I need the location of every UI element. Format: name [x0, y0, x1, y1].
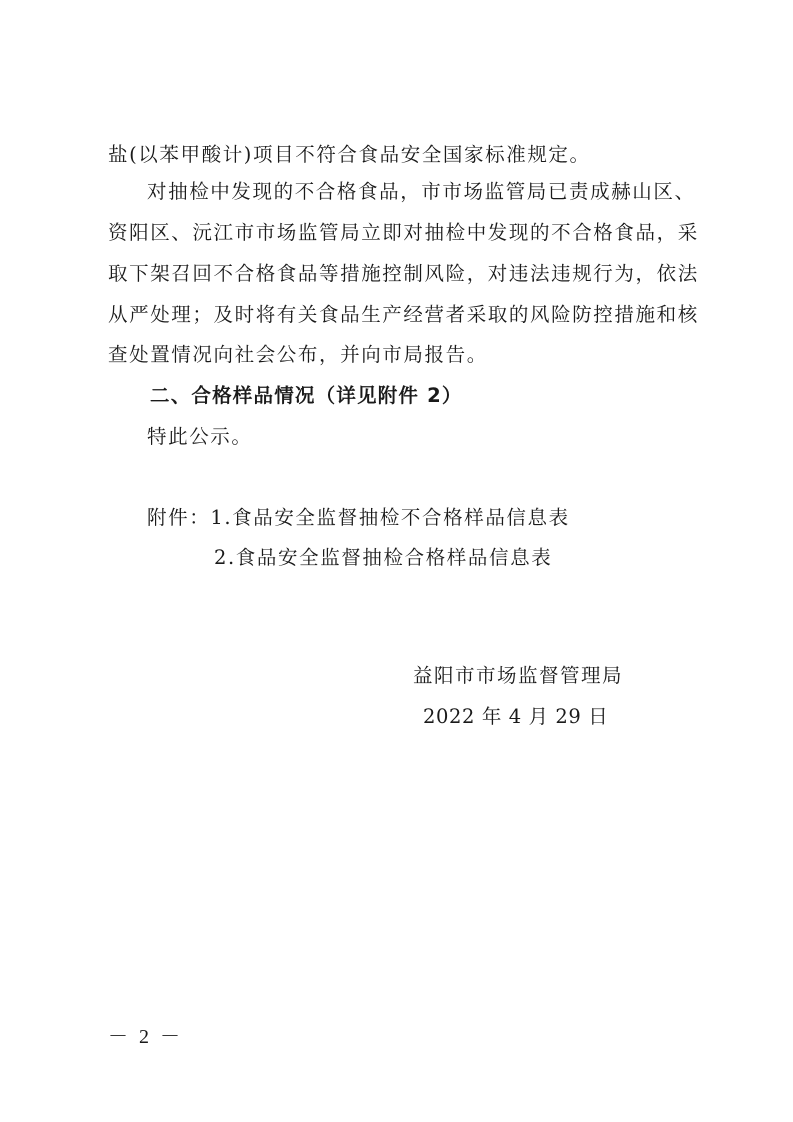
paragraph-measures-line-3: 取下架召回不合格食品等措施控制风险，对违法违规行为，依法 — [108, 262, 699, 285]
paragraph-continuation-line: 盐(以苯甲酸计)项目不符合食品安全国家标准规定。 — [108, 143, 591, 166]
attachment-item-2: 2.食品安全监督抽检合格样品信息表 — [214, 546, 553, 569]
paragraph-measures-line-2: 资阳区、沅江市市场监管局立即对抽检中发现的不合格食品，采 — [108, 221, 699, 244]
paragraph-measures-line-5: 查处置情况向社会公布，并向市局报告。 — [108, 343, 488, 366]
signature-organization: 益阳市市场监督管理局 — [413, 664, 624, 687]
paragraph-measures-line-4: 从严处理；及时将有关食品生产经营者采取的风险防控措施和核 — [108, 303, 699, 326]
attachment-line-1 — [147, 504, 570, 532]
paragraph-measures-line-1: 对抽检中发现的不合格食品，市市场监管局已责成赫山区、 — [147, 180, 696, 203]
attachment-item-1: 1.食品安全监督抽检不合格样品信息表 — [210, 506, 570, 529]
page-number: － 2 － — [108, 1026, 183, 1048]
attachment-label: 附件： — [147, 506, 211, 529]
notice-text: 特此公示。 — [147, 425, 253, 448]
section-heading-qualified-samples: 二、合格样品情况（详见附件 2） — [150, 384, 463, 407]
signature-date: 2022 年 4 月 29 日 — [423, 705, 609, 728]
